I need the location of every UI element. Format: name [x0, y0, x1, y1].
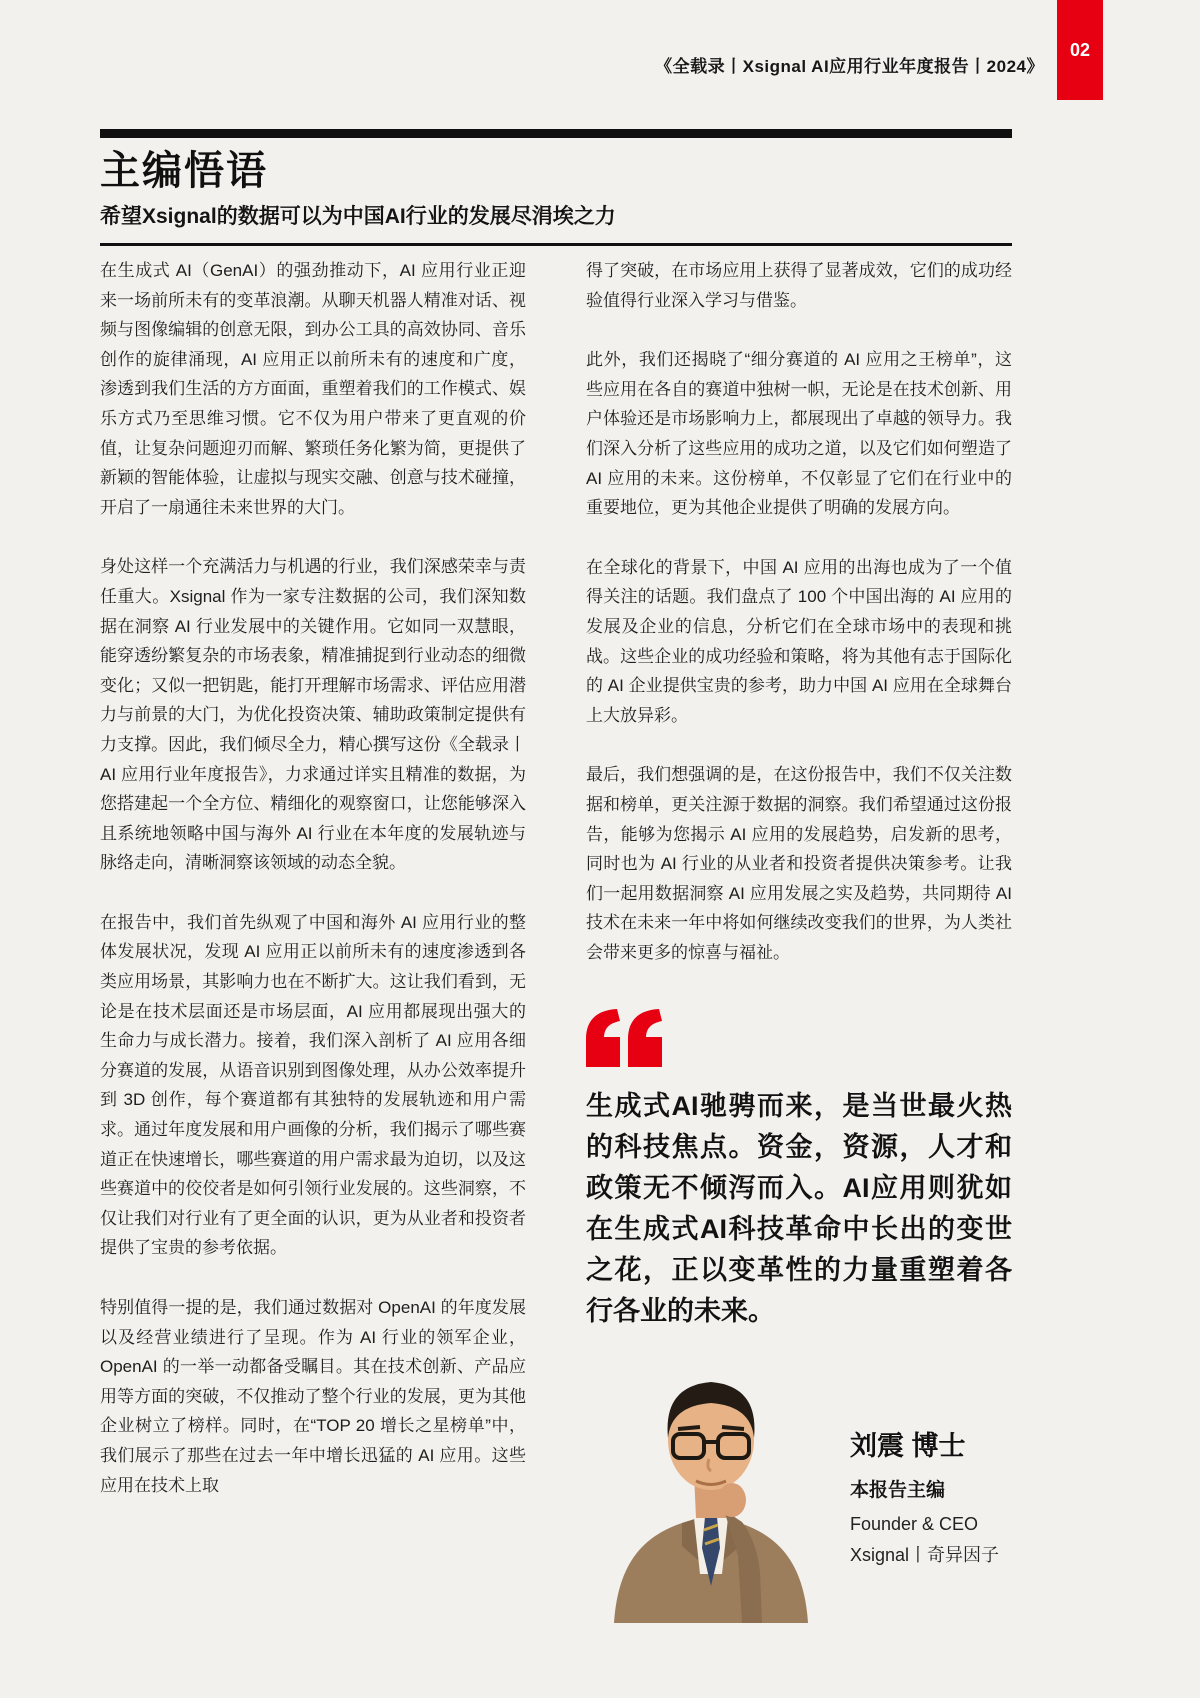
author-meta — [850, 1414, 999, 1567]
author-role: 本报告主编 — [850, 1480, 946, 1502]
left-column — [100, 256, 526, 1623]
quote-text: 生成式AI驰骋而来，是当世最火热的科技焦点。资金，资源，人才和政策无不倾泻而入。AI应用则犹如在生成式AI科技革命中长出的变世之花，正以变革性的力量重塑着各行各业的未来。 — [586, 1091, 1012, 1327]
author-title: Founder & CEO — [850, 1514, 979, 1535]
page-number-badge: 02 — [1057, 0, 1103, 100]
right-column — [586, 256, 1012, 1623]
page-subtitle: 希望Xsignal的数据可以为中国AI行业的发展尽涓埃之力 — [100, 205, 616, 228]
author-name: 刘震 博士 — [850, 1431, 966, 1462]
paragraph: 在报告中，我们首先纵观了中国和海外 AI 应用行业的整体发展状况，发现 AI 应用正以前所未有的速度渗透到各类应用场景，其影响力也在不断扩大。这让我们看到，无论是在技术层面还是市场层面，AI 应用都展现出强大的生命力与成长潜力。接着，我们深入剖析了 AI 应用各细分赛道的发展，从语音识别到图像处理，从办公效率提升到 3D 创作，每个赛道都有其独特的发展轨迹和用户需求。通过年度发展和用户画像的分析，我们揭示了哪些赛道正在快速增长，哪些赛道的用户需求最为迫切，以及这些赛道中的佼佼者是如何引领行业发展的。这些洞察，不仅让我们对行业有了更全面的认识，更为从业者和投资者提供了宝贵的参考依据。 — [100, 912, 526, 1258]
paragraph: 在全球化的背景下，中国 AI 应用的出海也成为了一个值得关注的话题。我们盘点了 100 个中国出海的 AI 应用的发展及企业的信息，分析它们在全球市场中的表现和挑战。这些企业的成功经验和策略，将为其他有志于国际化的 AI 企业提供宝贵的参考，助力中国 AI 应用在全球舞台上大放异彩。 — [586, 557, 1012, 725]
subtitle-rule — [100, 243, 1012, 246]
section-title-block — [100, 129, 1012, 246]
report-title: 《全载录丨Xsignal AI应用行业年度报告丨2024》 — [655, 57, 1044, 76]
top-rule — [100, 129, 1012, 138]
paragraph: 此外，我们还揭晓了“细分赛道的 AI 应用之王榜单”，这些应用在各自的赛道中独树一帜，无论是在技术创新、用户体验还是市场影响力上，都展现出了卓越的领导力。我们深入分析了这些应用的成功之道，以及它们如何塑造了 AI 应用的未来。这份榜单，不仅彰显了它们在行业中的重要地位，更为其他企业提供了明确的发展方向。 — [586, 350, 1012, 518]
author-photo — [586, 1358, 836, 1623]
quote-icon — [586, 1009, 1012, 1072]
paragraph: 得了突破，在市场应用上获得了显著成效，它们的成功经验值得行业深入学习与借鉴。 — [586, 261, 1012, 310]
paragraph: 特别值得一提的是，我们通过数据对 OpenAI 的年度发展以及经营业绩进行了呈现。作为 AI 行业的领军企业，OpenAI 的一举一动都备受瞩目。其在技术创新、产品应用等方面的突破，不仅推动了整个行业的发展，更为其他企业树立了榜样。同时，在“TOP 20 增长之星榜单”中，我们展示了那些在过去一年中增长迅猛的 AI 应用。这些应用在技术上取 — [100, 1298, 526, 1495]
pull-quote — [586, 1009, 1012, 1332]
author-company: Xsignal丨奇异因子 — [850, 1545, 1000, 1566]
paragraph: 最后，我们想强调的是，在这份报告中，我们不仅关注数据和榜单，更关注源于数据的洞察。我们希望通过这份报告，能够为您揭示 AI 应用的发展趋势，启发新的思考，同时也为 AI 行业的从业者和投资者提供决策参考。让我们一起用数据洞察 AI 应用发展之实及趋势，共同期待 AI 技术在未来一年中将如何继续改变我们的世界，为人类社会带来更多的惊喜与福祉。 — [586, 765, 1012, 962]
paragraph: 在生成式 AI（GenAI）的强劲推动下，AI 应用行业正迎来一场前所未有的变革浪潮。从聊天机器人精准对话、视频与图像编辑的创意无限，到办公工具的高效协同、音乐创作的旋律涌现，AI 应用正以前所未有的速度和广度，渗透到我们生活的方方面面，重塑着我们的工作模式、娱乐方式乃至思维习惯。它不仅为用户带来了更直观的价值，让复杂问题迎刃而解、繁琐任务化繁为简，更提供了新颖的智能体验，让虚拟与现实交融、创意与技术碰撞，开启了一扇通往未来世界的大门。 — [100, 261, 526, 517]
page-title: 主编悟语 — [100, 149, 268, 193]
body-columns — [100, 256, 1012, 1623]
author-block — [586, 1358, 1012, 1623]
paragraph: 身处这样一个充满活力与机遇的行业，我们深感荣幸与责任重大。Xsignal 作为一家专注数据的公司，我们深知数据在洞察 AI 行业发展中的关键作用。它如同一双慧眼，能穿透纷繁复杂的市场表象，精准捕捉到行业动态的细微变化；又似一把钥匙，能打开理解市场需求、评估应用潜力与前景的大门，为优化投资决策、辅助政策制定提供有力支撑。因此，我们倾尽全力，精心撰写这份《全载录丨AI 应用行业年度报告》，力求通过详实且精准的数据，为您搭建起一个全方位、精细化的观察窗口，让您能够深入且系统地领略中国与海外 AI 行业在本年度的发展轨迹与脉络走向，清晰洞察该领域的动态全貌。 — [100, 557, 526, 873]
